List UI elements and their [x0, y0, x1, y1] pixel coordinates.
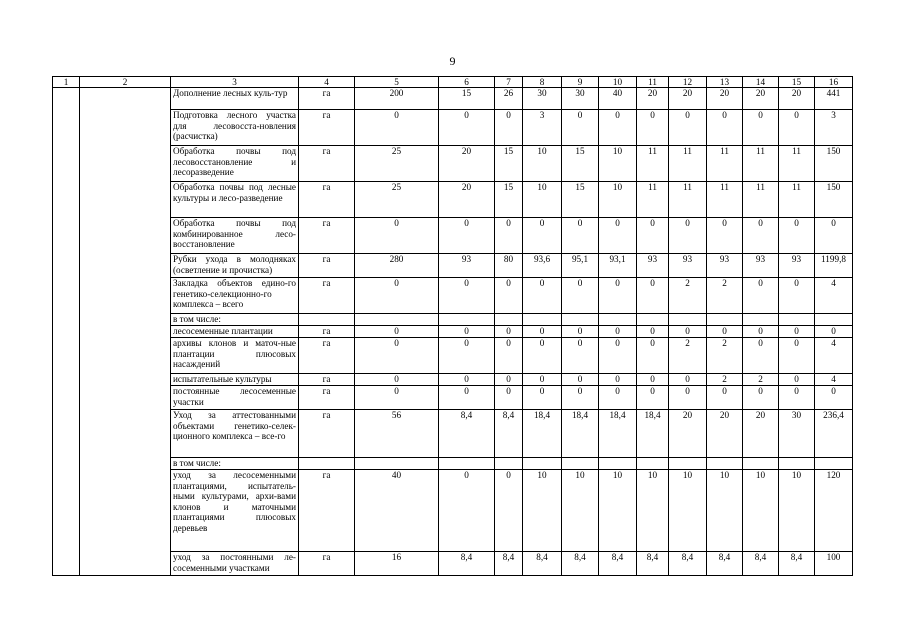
unit-cell: га — [299, 470, 355, 552]
value-cell: 95,1 — [562, 254, 599, 278]
unit-cell: га — [299, 218, 355, 254]
value-cell: 2 — [669, 338, 707, 374]
value-cell: 0 — [439, 110, 495, 146]
value-cell: 8,4 — [743, 552, 779, 576]
value-cell — [355, 458, 439, 470]
cell-col2 — [80, 458, 171, 470]
value-cell: 2 — [743, 374, 779, 386]
value-cell: 11 — [637, 146, 669, 182]
unit-cell: га — [299, 254, 355, 278]
value-cell: 15 — [495, 146, 523, 182]
value-cell: 0 — [669, 386, 707, 410]
value-cell: 0 — [779, 386, 815, 410]
value-cell: 0 — [779, 338, 815, 374]
value-cell: 0 — [743, 110, 779, 146]
value-cell: 8,4 — [779, 552, 815, 576]
value-cell: 10 — [523, 470, 562, 552]
unit-cell: га — [299, 374, 355, 386]
value-cell: 2 — [669, 278, 707, 314]
value-cell — [599, 314, 637, 326]
value-cell — [637, 314, 669, 326]
value-cell: 11 — [707, 146, 743, 182]
value-cell: 4 — [815, 374, 853, 386]
value-cell: 0 — [355, 386, 439, 410]
value-cell: 0 — [707, 218, 743, 254]
column-header-12: 12 — [669, 77, 707, 88]
value-cell: 18,4 — [637, 410, 669, 458]
unit-cell: га — [299, 552, 355, 576]
column-header-13: 13 — [707, 77, 743, 88]
value-cell: 18,4 — [523, 410, 562, 458]
activity-name-cell: Обработка почвы под комбинированное лесо-восстановление — [171, 218, 299, 254]
value-cell: 3 — [523, 110, 562, 146]
value-cell: 93 — [637, 254, 669, 278]
value-cell: 25 — [355, 146, 439, 182]
cell-col1 — [53, 218, 80, 254]
cell-col2 — [80, 182, 171, 218]
value-cell: 40 — [599, 88, 637, 110]
value-cell: 0 — [779, 218, 815, 254]
value-cell: 0 — [523, 278, 562, 314]
table-row — [53, 374, 853, 386]
table-row — [53, 218, 853, 254]
unit-cell: га — [299, 278, 355, 314]
value-cell: 8,4 — [599, 552, 637, 576]
value-cell: 93 — [743, 254, 779, 278]
value-cell: 0 — [815, 218, 853, 254]
value-cell: 0 — [815, 326, 853, 338]
column-header-4: 4 — [299, 77, 355, 88]
value-cell: 0 — [495, 278, 523, 314]
cell-col2 — [80, 552, 171, 576]
value-cell — [669, 458, 707, 470]
column-header-10: 10 — [599, 77, 637, 88]
value-cell: 0 — [637, 338, 669, 374]
value-cell: 20 — [707, 410, 743, 458]
value-cell: 0 — [637, 374, 669, 386]
cell-col1 — [53, 88, 80, 110]
cell-col1 — [53, 552, 80, 576]
value-cell: 10 — [562, 470, 599, 552]
value-cell: 20 — [669, 410, 707, 458]
value-cell: 0 — [779, 374, 815, 386]
value-cell: 1199,8 — [815, 254, 853, 278]
cell-col2 — [80, 88, 171, 110]
value-cell: 8,4 — [439, 552, 495, 576]
value-cell: 0 — [707, 386, 743, 410]
unit-cell: га — [299, 88, 355, 110]
table-row — [53, 254, 853, 278]
value-cell: 0 — [599, 338, 637, 374]
value-cell: 2 — [707, 278, 743, 314]
value-cell: 0 — [523, 386, 562, 410]
activity-name-cell: уход за постоянными ле-сосеменными участками — [171, 552, 299, 576]
value-cell: 25 — [355, 182, 439, 218]
value-cell: 10 — [523, 182, 562, 218]
value-cell: 100 — [815, 552, 853, 576]
activity-name-cell: архивы клонов и маточ-ные плантации плюсовых насаждений — [171, 338, 299, 374]
value-cell: 150 — [815, 146, 853, 182]
value-cell: 0 — [637, 110, 669, 146]
value-cell: 0 — [743, 326, 779, 338]
unit-cell: га — [299, 410, 355, 458]
cell-col2 — [80, 374, 171, 386]
value-cell: 8,4 — [439, 410, 495, 458]
value-cell: 0 — [523, 338, 562, 374]
value-cell: 11 — [669, 146, 707, 182]
value-cell: 0 — [355, 326, 439, 338]
value-cell: 0 — [495, 110, 523, 146]
column-header-6: 6 — [439, 77, 495, 88]
unit-cell — [299, 314, 355, 326]
value-cell — [495, 314, 523, 326]
value-cell: 120 — [815, 470, 853, 552]
value-cell: 0 — [707, 326, 743, 338]
table-row — [53, 278, 853, 314]
table-row — [53, 386, 853, 410]
table-row — [53, 182, 853, 218]
value-cell — [562, 314, 599, 326]
value-cell: 0 — [599, 278, 637, 314]
value-cell: 20 — [439, 182, 495, 218]
activity-name-cell: в том числе: — [171, 458, 299, 470]
cell-col1 — [53, 278, 80, 314]
value-cell: 20 — [637, 88, 669, 110]
value-cell: 15 — [495, 182, 523, 218]
value-cell — [637, 458, 669, 470]
cell-col2 — [80, 218, 171, 254]
table-row — [53, 458, 853, 470]
value-cell: 0 — [599, 374, 637, 386]
activity-name-cell: в том числе: — [171, 314, 299, 326]
value-cell: 0 — [669, 110, 707, 146]
value-cell: 20 — [779, 88, 815, 110]
value-cell: 0 — [743, 386, 779, 410]
value-cell: 93 — [439, 254, 495, 278]
value-cell — [523, 314, 562, 326]
value-cell — [562, 458, 599, 470]
unit-cell: га — [299, 338, 355, 374]
cell-col1 — [53, 254, 80, 278]
value-cell — [707, 458, 743, 470]
activity-name-cell: лесосеменные плантации — [171, 326, 299, 338]
value-cell — [599, 458, 637, 470]
value-cell: 0 — [439, 278, 495, 314]
value-cell: 280 — [355, 254, 439, 278]
value-cell: 0 — [439, 386, 495, 410]
value-cell: 0 — [637, 278, 669, 314]
value-cell: 8,4 — [523, 552, 562, 576]
activity-name-cell: Обработка почвы под лесовосстановление и лесоразведение — [171, 146, 299, 182]
value-cell: 0 — [779, 278, 815, 314]
value-cell: 0 — [562, 218, 599, 254]
value-cell: 10 — [707, 470, 743, 552]
value-cell: 0 — [707, 110, 743, 146]
value-cell: 80 — [495, 254, 523, 278]
value-cell: 0 — [669, 218, 707, 254]
value-cell: 0 — [523, 218, 562, 254]
value-cell: 11 — [637, 182, 669, 218]
value-cell: 4 — [815, 278, 853, 314]
value-cell: 0 — [743, 338, 779, 374]
value-cell: 0 — [669, 374, 707, 386]
page-number: 9 — [449, 54, 456, 68]
value-cell — [523, 458, 562, 470]
activity-name-cell: Обработка почвы под лесные культуры и лесо-разведение — [171, 182, 299, 218]
value-cell: 0 — [562, 278, 599, 314]
value-cell: 40 — [355, 470, 439, 552]
table-row — [53, 110, 853, 146]
value-cell: 2 — [707, 338, 743, 374]
value-cell: 8,4 — [637, 552, 669, 576]
column-header-11: 11 — [637, 77, 669, 88]
column-header-9: 9 — [562, 77, 599, 88]
value-cell: 15 — [562, 182, 599, 218]
value-cell: 0 — [669, 326, 707, 338]
value-cell: 0 — [562, 386, 599, 410]
activity-name-cell: Рубки ухода в молодняках (осветление и прочистка) — [171, 254, 299, 278]
value-cell: 236,4 — [815, 410, 853, 458]
value-cell: 8,4 — [562, 552, 599, 576]
value-cell: 93 — [669, 254, 707, 278]
unit-cell: га — [299, 146, 355, 182]
value-cell: 0 — [815, 386, 853, 410]
value-cell: 0 — [355, 218, 439, 254]
cell-col2 — [80, 110, 171, 146]
value-cell: 0 — [355, 110, 439, 146]
value-cell: 8,4 — [495, 410, 523, 458]
unit-cell: га — [299, 386, 355, 410]
value-cell: 93,6 — [523, 254, 562, 278]
value-cell: 0 — [599, 326, 637, 338]
value-cell: 0 — [355, 338, 439, 374]
value-cell: 26 — [495, 88, 523, 110]
value-cell: 0 — [562, 326, 599, 338]
value-cell: 0 — [495, 386, 523, 410]
value-cell: 0 — [355, 374, 439, 386]
activity-name-cell: Дополнение лесных куль-тур — [171, 88, 299, 110]
value-cell: 0 — [439, 326, 495, 338]
cell-col1 — [53, 326, 80, 338]
value-cell: 0 — [599, 218, 637, 254]
column-header-14: 14 — [743, 77, 779, 88]
value-cell: 0 — [637, 326, 669, 338]
cell-col1 — [53, 110, 80, 146]
value-cell: 0 — [637, 218, 669, 254]
value-cell: 8,4 — [707, 552, 743, 576]
value-cell: 0 — [743, 218, 779, 254]
value-cell: 20 — [669, 88, 707, 110]
value-cell: 0 — [495, 374, 523, 386]
value-cell: 441 — [815, 88, 853, 110]
value-cell: 0 — [599, 386, 637, 410]
column-header-2: 2 — [80, 77, 171, 88]
value-cell: 0 — [439, 338, 495, 374]
cell-col1 — [53, 338, 80, 374]
value-cell: 20 — [439, 146, 495, 182]
value-cell: 56 — [355, 410, 439, 458]
value-cell: 0 — [599, 110, 637, 146]
value-cell: 10 — [743, 470, 779, 552]
value-cell: 18,4 — [562, 410, 599, 458]
value-cell: 10 — [669, 470, 707, 552]
activity-name-cell: Подготовка лесного участка для лесовосста-новления (расчистка) — [171, 110, 299, 146]
cell-col2 — [80, 278, 171, 314]
cell-col2 — [80, 326, 171, 338]
unit-cell — [299, 458, 355, 470]
value-cell: 11 — [743, 182, 779, 218]
value-cell: 8,4 — [669, 552, 707, 576]
unit-cell: га — [299, 182, 355, 218]
value-cell — [355, 314, 439, 326]
value-cell: 0 — [637, 386, 669, 410]
value-cell — [669, 314, 707, 326]
table-row — [53, 470, 853, 552]
value-cell: 10 — [637, 470, 669, 552]
cell-col2 — [80, 386, 171, 410]
value-cell — [707, 314, 743, 326]
cell-col2 — [80, 338, 171, 374]
value-cell: 15 — [439, 88, 495, 110]
value-cell: 0 — [355, 278, 439, 314]
cell-col1 — [53, 470, 80, 552]
activity-name-cell: Закладка объектов едино-го генетико-селекционно-го комплекса – всего — [171, 278, 299, 314]
value-cell: 10 — [599, 146, 637, 182]
value-cell — [815, 458, 853, 470]
value-cell: 93 — [707, 254, 743, 278]
value-cell: 10 — [523, 146, 562, 182]
value-cell: 10 — [599, 182, 637, 218]
cell-col1 — [53, 146, 80, 182]
value-cell: 10 — [599, 470, 637, 552]
value-cell — [779, 314, 815, 326]
value-cell: 0 — [495, 470, 523, 552]
value-cell: 10 — [779, 470, 815, 552]
value-cell: 0 — [562, 110, 599, 146]
table-row — [53, 326, 853, 338]
value-cell: 15 — [562, 146, 599, 182]
value-cell — [815, 314, 853, 326]
value-cell: 0 — [743, 278, 779, 314]
value-cell: 11 — [669, 182, 707, 218]
column-header-16: 16 — [815, 77, 853, 88]
cell-col1 — [53, 386, 80, 410]
cell-col2 — [80, 254, 171, 278]
value-cell — [439, 458, 495, 470]
table-row — [53, 88, 853, 110]
value-cell: 11 — [743, 146, 779, 182]
value-cell: 0 — [439, 470, 495, 552]
cell-col2 — [80, 470, 171, 552]
value-cell: 93 — [779, 254, 815, 278]
value-cell: 30 — [779, 410, 815, 458]
column-header-3: 3 — [171, 77, 299, 88]
activity-name-cell: испытательные культуры — [171, 374, 299, 386]
value-cell: 18,4 — [599, 410, 637, 458]
value-cell: 0 — [523, 326, 562, 338]
value-cell: 0 — [562, 374, 599, 386]
value-cell: 0 — [523, 374, 562, 386]
value-cell: 11 — [779, 182, 815, 218]
value-cell: 20 — [743, 88, 779, 110]
cell-col1 — [53, 182, 80, 218]
cell-col1 — [53, 374, 80, 386]
value-cell — [495, 458, 523, 470]
table-row — [53, 146, 853, 182]
value-cell: 200 — [355, 88, 439, 110]
value-cell: 2 — [707, 374, 743, 386]
value-cell: 0 — [495, 326, 523, 338]
column-header-1: 1 — [53, 77, 80, 88]
column-header-5: 5 — [355, 77, 439, 88]
cell-col2 — [80, 410, 171, 458]
forest-activities-table — [52, 76, 853, 576]
value-cell — [743, 458, 779, 470]
activity-name-cell: Уход за аттестованными объектами генетико-селек-ционного комплекса – все-го — [171, 410, 299, 458]
value-cell: 30 — [562, 88, 599, 110]
value-cell: 16 — [355, 552, 439, 576]
value-cell: 0 — [439, 374, 495, 386]
cell-col2 — [80, 146, 171, 182]
cell-col1 — [53, 314, 80, 326]
activity-name-cell: уход за лесосеменными плантациями, испытатель-ными культурами, архи-вами клонов и маточными плантациями плюсовых деревьев — [171, 470, 299, 552]
table-body — [53, 77, 853, 576]
value-cell: 3 — [815, 110, 853, 146]
value-cell: 93,1 — [599, 254, 637, 278]
table-row — [53, 410, 853, 458]
value-cell: 0 — [779, 326, 815, 338]
unit-cell: га — [299, 110, 355, 146]
column-header-15: 15 — [779, 77, 815, 88]
value-cell: 150 — [815, 182, 853, 218]
value-cell: 0 — [495, 218, 523, 254]
table-row — [53, 552, 853, 576]
column-header-8: 8 — [523, 77, 562, 88]
value-cell: 0 — [779, 110, 815, 146]
value-cell: 11 — [707, 182, 743, 218]
value-cell: 4 — [815, 338, 853, 374]
value-cell: 20 — [743, 410, 779, 458]
table-row — [53, 338, 853, 374]
value-cell: 11 — [779, 146, 815, 182]
column-header-7: 7 — [495, 77, 523, 88]
value-cell — [439, 314, 495, 326]
unit-cell: га — [299, 326, 355, 338]
value-cell: 0 — [495, 338, 523, 374]
value-cell: 8,4 — [495, 552, 523, 576]
table-header-row — [53, 77, 853, 88]
cell-col1 — [53, 410, 80, 458]
value-cell — [779, 458, 815, 470]
cell-col1 — [53, 458, 80, 470]
value-cell: 0 — [562, 338, 599, 374]
value-cell: 0 — [439, 218, 495, 254]
activity-name-cell: постоянные лесосеменные участки — [171, 386, 299, 410]
value-cell: 30 — [523, 88, 562, 110]
value-cell: 20 — [707, 88, 743, 110]
value-cell — [743, 314, 779, 326]
cell-col2 — [80, 314, 171, 326]
table-row — [53, 314, 853, 326]
